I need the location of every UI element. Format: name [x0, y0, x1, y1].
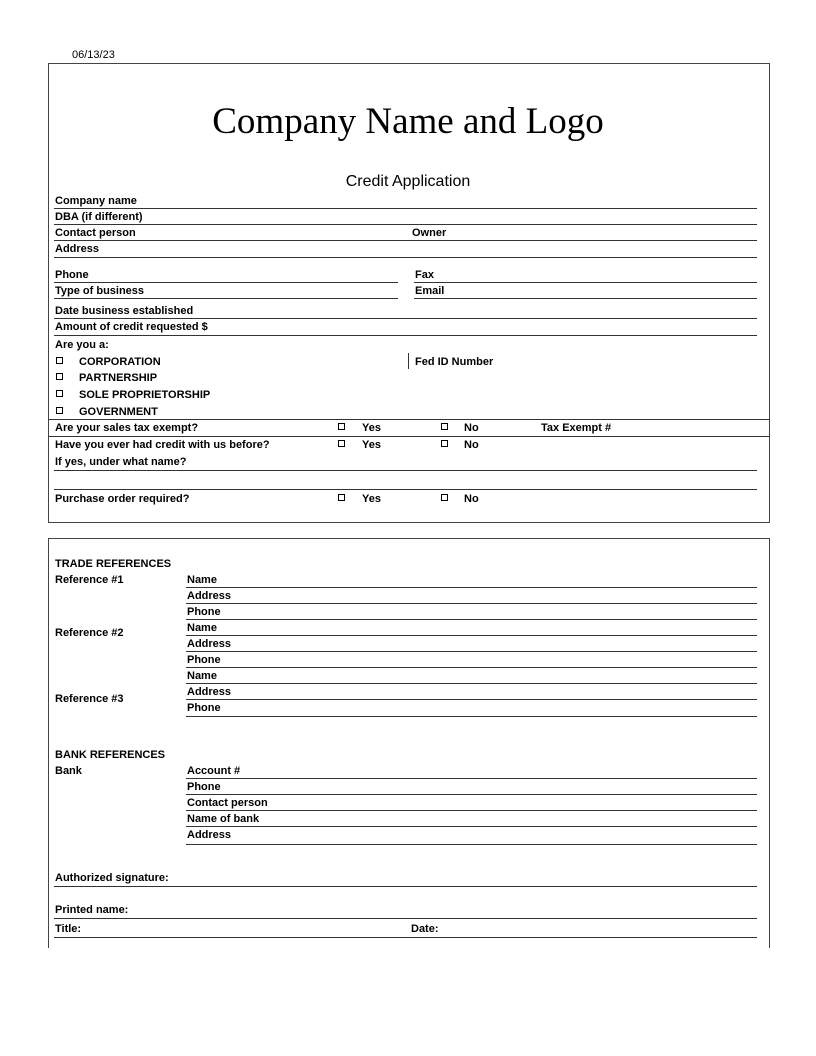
tax-exempt-no-checkbox[interactable]	[441, 423, 448, 430]
prior-credit-yes-checkbox[interactable]	[338, 440, 345, 447]
corporation-label: CORPORATION	[79, 356, 161, 368]
fax-label: Fax	[415, 269, 434, 281]
tax-exempt-label: Are your sales tax exempt?	[55, 422, 199, 434]
po-required-no-label: No	[464, 493, 479, 505]
ref3-phone-label: Phone	[187, 702, 221, 714]
bank-name-field[interactable]	[186, 826, 757, 827]
if-yes-name-field-2[interactable]	[54, 489, 757, 490]
email-label: Email	[415, 285, 445, 297]
ref2-name-field[interactable]	[186, 635, 757, 636]
partnership-checkbox[interactable]	[56, 373, 63, 380]
dba-label: DBA (if different)	[55, 211, 143, 223]
company-name-label: Company name	[55, 195, 137, 207]
tax-exempt-number-label: Tax Exempt #	[541, 422, 612, 434]
credit-requested-label: Amount of credit requested $	[55, 321, 208, 333]
ref1-address-field[interactable]	[186, 603, 757, 604]
po-required-yes-label: Yes	[362, 493, 381, 505]
prior-credit-label: Have you ever had credit with us before?	[55, 439, 270, 451]
tax-exempt-yes-checkbox[interactable]	[338, 423, 345, 430]
partnership-label: PARTNERSHIP	[79, 372, 158, 384]
prior-credit-no-checkbox[interactable]	[441, 440, 448, 447]
trade-references-heading: TRADE REFERENCES	[55, 558, 172, 570]
bank-contact-field[interactable]	[186, 810, 757, 811]
email-field[interactable]	[414, 298, 757, 299]
ref1-address-label: Address	[187, 590, 232, 602]
reference-1-label: Reference #1	[55, 574, 124, 586]
title-date-field[interactable]	[54, 937, 757, 938]
corporation-checkbox[interactable]	[56, 357, 63, 364]
contact-owner-field[interactable]	[54, 240, 757, 241]
dba-field[interactable]	[54, 224, 757, 225]
ref2-address-field[interactable]	[186, 651, 757, 652]
type-of-business-label: Type of business	[55, 285, 145, 297]
ref1-name-field[interactable]	[186, 587, 757, 588]
phone-field[interactable]	[54, 282, 398, 283]
printed-name-label: Printed name:	[55, 904, 129, 916]
ref3-name-field[interactable]	[186, 683, 757, 684]
form-subtitle: Credit Application	[345, 173, 471, 190]
form-date: 06/13/23	[72, 49, 115, 61]
credit-requested-field[interactable]	[54, 335, 757, 336]
po-required-yes-checkbox[interactable]	[338, 494, 345, 501]
po-required-label: Purchase order required?	[55, 493, 190, 505]
if-yes-name-label: If yes, under what name?	[55, 456, 187, 468]
ref2-phone-field[interactable]	[186, 667, 757, 668]
bank-label: Bank	[55, 765, 82, 777]
bank-contact-label: Contact person	[187, 797, 268, 809]
date-established-field[interactable]	[54, 318, 757, 319]
type-of-business-field[interactable]	[54, 298, 398, 299]
bank-name-label: Name of bank	[187, 813, 260, 825]
bank-address-label: Address	[187, 829, 232, 841]
reference-2-label: Reference #2	[55, 627, 124, 639]
ref3-phone-field[interactable]	[186, 716, 757, 717]
bank-address-field[interactable]	[186, 844, 757, 845]
ref2-name-label: Name	[187, 622, 217, 634]
date-established-label: Date business established	[55, 305, 194, 317]
ref1-name-label: Name	[187, 574, 217, 586]
tax-exempt-no-label: No	[464, 422, 479, 434]
tax-exempt-yes-label: Yes	[362, 422, 381, 434]
bank-references-heading: BANK REFERENCES	[55, 749, 166, 761]
printed-name-field[interactable]	[54, 918, 757, 919]
are-you-a-label: Are you a:	[55, 339, 109, 351]
tax-exempt-top-line	[48, 419, 770, 420]
fax-field[interactable]	[414, 282, 757, 283]
company-name-field[interactable]	[54, 208, 757, 209]
owner-label: Owner	[412, 227, 447, 239]
address-label: Address	[55, 243, 100, 255]
ref3-name-label: Name	[187, 670, 217, 682]
fed-id-label: Fed ID Number	[415, 356, 494, 368]
reference-3-label: Reference #3	[55, 693, 124, 705]
if-yes-name-field[interactable]	[54, 470, 757, 471]
government-label: GOVERNMENT	[79, 406, 158, 418]
date-label: Date:	[411, 923, 439, 935]
prior-credit-yes-label: Yes	[362, 439, 381, 451]
ref3-address-label: Address	[187, 686, 232, 698]
government-checkbox[interactable]	[56, 407, 63, 414]
bank-phone-label: Phone	[187, 781, 221, 793]
phone-label: Phone	[55, 269, 89, 281]
company-name-logo-title: Company Name and Logo	[212, 101, 604, 142]
bank-phone-field[interactable]	[186, 794, 757, 795]
tax-exempt-bottom-line	[48, 436, 770, 437]
address-field[interactable]	[54, 257, 757, 258]
ref3-address-field[interactable]	[186, 699, 757, 700]
account-number-field[interactable]	[186, 778, 757, 779]
account-number-label: Account #	[187, 765, 241, 777]
ref1-phone-label: Phone	[187, 606, 221, 618]
contact-person-label: Contact person	[55, 227, 136, 239]
fed-id-divider	[408, 353, 409, 369]
prior-credit-no-label: No	[464, 439, 479, 451]
ref2-phone-label: Phone	[187, 654, 221, 666]
po-required-no-checkbox[interactable]	[441, 494, 448, 501]
sole-proprietorship-label: SOLE PROPRIETORSHIP	[79, 389, 211, 401]
title-label: Title:	[55, 923, 82, 935]
authorized-signature-field[interactable]	[54, 886, 757, 887]
sole-proprietorship-checkbox[interactable]	[56, 390, 63, 397]
authorized-signature-label: Authorized signature:	[55, 872, 169, 884]
ref2-address-label: Address	[187, 638, 232, 650]
ref1-phone-field[interactable]	[186, 619, 757, 620]
